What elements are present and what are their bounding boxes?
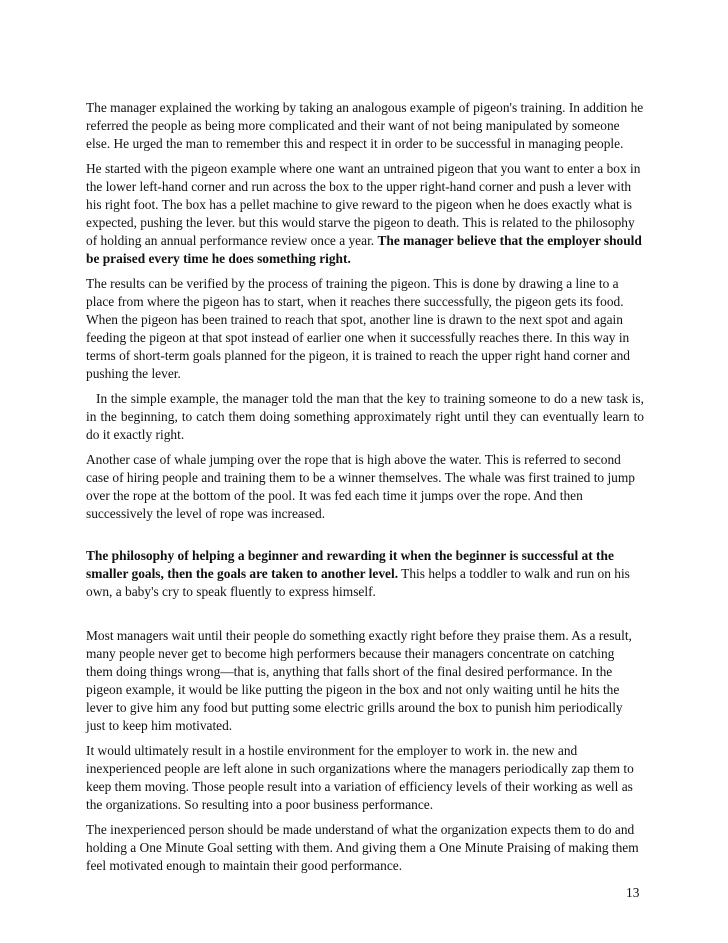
paragraph-text: He started with the pigeon example where one want an untrained pigeon that you want to enter a box in the lower left-hand corner and run across the box to the upper right-hand corner and push a lever with his right foot. The box has a pellet machine to give reward to the pigeon when he does exactly what is expected, pushing the lever. but this would starve the pigeon to death. This is related to the philosophy of holding an annual performance review once a year. (86, 161, 641, 248)
paragraph-text: In the simple example, the manager told the man that the key to training someone to do a new task is, in the beginning, to catch them doing something approximately right until they can eventually learn to do it exactly right. (86, 391, 644, 442)
paragraph-text: It would ultimately result in a hostile environment for the employer to work in. the new and inexperienced people are left alone in such organizations where the managers periodically zap them to keep them moving. Those people result into a variation of efficiency levels of their working as well as the organizations. So resulting into a poor business performance. (86, 743, 634, 812)
paragraph-text: This helps a toddler to walk and run on his own, a baby's cry to speak fluently to express himself. (86, 566, 630, 599)
paragraph-simple-example (86, 390, 644, 444)
paragraph-one-minute-goal (86, 821, 644, 875)
paragraph-text: The manager explained the working by taking an analogous example of pigeon's training. In addition he referred the people as being more complicated and their want of not being manipulated by someone else. He urged the man to remember this and respect it in order to be successful in managing people. (86, 100, 644, 151)
paragraph-pigeon-analogy (86, 99, 644, 153)
paragraph-text: Most managers wait until their people do something exactly right before they praise them. As a result, many people never get to become high performers because their managers concentrate on catching them doing things wrong—that is, anything that falls short of the final desired performance. In the pigeon example, it would be like putting the pigeon in the box and not only waiting until he hits the lever to give him any food but putting some electric grills around the box to punish him periodically just to keep him motivated. (86, 628, 632, 733)
paragraph-hostile-environment (86, 742, 644, 814)
paragraph-text: Another case of whale jumping over the rope that is high above the water. This is referred to second case of hiring people and training them to be a winner themselves. The whale was first trained to jump over the rope at the bottom of the pool. It was fed each time it jumps over the rope. And then successively the level of rope was increased. (86, 452, 635, 521)
paragraph-text: The results can be verified by the process of training the pigeon. This is done by drawing a line to a place from where the pigeon has to start, when it reaches there successfully, the pigeon gets its food. When the pigeon has been trained to reach that spot, another line is drawn to the next spot and again feeding the pigeon at that spot instead of earlier one when it successfully reaches there. In this way in terms of short-term goals planned for the pigeon, it is trained to reach the upper right hand corner and pushing the lever. (86, 276, 631, 381)
paragraph-beginner-philosophy (86, 547, 644, 601)
paragraph-whale-example (86, 451, 644, 523)
paragraph-text: The inexperienced person should be made understand of what the organization expects them to do and holding a One Minute Goal setting with them. And giving them a One Minute Praising of making them feel motivated enough to maintain their good performance. (86, 822, 639, 873)
paragraph-pigeon-example (86, 160, 644, 268)
page-number: 13 (626, 885, 640, 900)
paragraph-training-process (86, 275, 644, 383)
document-body (86, 99, 644, 882)
paragraph-managers-wait (86, 627, 644, 735)
paragraph-bold-text: The manager believe that the employer should be praised every time he does something right. (86, 233, 642, 266)
paragraph-bold-text: The philosophy of helping a beginner and rewarding it when the beginner is successful at the smaller goals, then the goals are taken to another level. (86, 548, 614, 581)
